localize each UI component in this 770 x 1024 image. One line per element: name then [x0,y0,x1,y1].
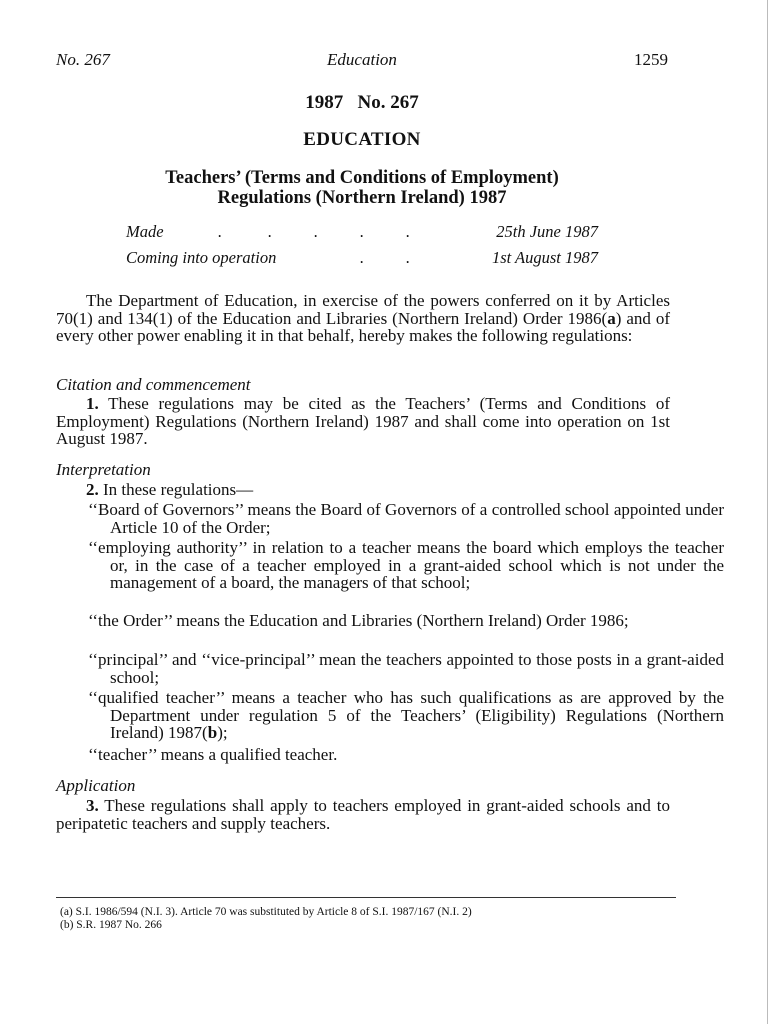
scan-edge [767,0,768,1024]
footnotes [60,906,472,932]
definition-teacher: ‘‘teacher’’ means a qualified teacher. [88,745,338,764]
regulation-number: 2. [86,480,99,499]
regulation-number: 3. [86,796,99,815]
interpretation-heading: Interpretation [56,460,151,479]
instrument-number: 1987 No. 267 [305,92,419,113]
footnote-a: (a) S.I. 1986/594 (N.I. 3). Article 70 was substituted by Article 8 of S.I. 1987/167 (N.I. 2) [60,906,472,918]
footnote-rule [56,897,676,898]
footnote-ref-a: a [607,308,616,328]
application-heading: Application [56,776,136,795]
definition-employing-authority: ‘‘employing authority’’ in relation to a teacher means the board which employs the teacher or, in the case of a teacher employed in a grant-aided school which is not under the management of a board, the managers of that school; [88,538,724,592]
operation-date: 1st August 1987 [491,248,598,267]
regulation-number: 1. [86,394,99,413]
made-row: Made . . . . . 25th June 1987 [126,222,598,241]
definition-principal: ‘‘principal’’ and ‘‘vice-principal’’ mean the teachers appointed to those posts in a grant-aided school; [88,650,724,687]
operation-row: Coming into operation . . 1st August 1987 [126,248,598,267]
definition-the-order: ‘‘the Order’’ means the Education and Libraries (Northern Ireland) Order 1986; [88,611,629,630]
definition-qualified-teacher: ‘‘qualified teacher’’ means a teacher who has such qualifications as are approved by the Department under regulation 5 of the Teachers’ (Eligibility) Regulations (Northern Ireland) 1987(b); [88,688,724,742]
regulation-3: 3. These regulations shall apply to teachers employed in grant-aided schools and to peripatetic teachers and supply teachers. [56,796,670,833]
preamble: The Department of Education, in exercise of the powers conferred on it by Articles 70(1) and 134(1) of the Education and Libraries (Northern Ireland) Order 1986(a) and of every other power enabling it in that behalf, hereby makes the following regulations: [56,291,671,345]
footnote-b: (b) S.R. 1987 No. 266 [60,919,162,931]
instrument-subject: EDUCATION [303,129,421,150]
citation-heading: Citation and commencement [56,375,251,394]
regulation-1: 1. These regulations may be cited as the Teachers’ (Terms and Conditions of Employment) Regulations (Northern Ireland) 1987 and shall come into operation on 1st August 1987. [56,394,670,448]
footnote-ref-b: b [207,723,218,742]
instrument-title [0,168,724,208]
definition-board-of-governors: ‘‘Board of Governors’’ means the Board of Governors of a controlled school appointed under Article 10 of the Order; [88,500,724,537]
running-head-subject: Education [327,50,397,69]
made-label: Made [126,222,164,241]
instrument-title-line1: Teachers’ (Terms and Conditions of Employment) [165,168,559,188]
page-number: 1259 [634,50,668,69]
dates-table [126,222,598,274]
operation-label: Coming into operation [126,248,277,267]
instrument-title-line2: Regulations (Northern Ireland) 1987 [217,188,507,208]
running-head-number: No. 267 [56,50,110,69]
made-date: 25th June 1987 [496,222,598,241]
regulation-2-intro: 2. In these regulations— [86,480,254,499]
